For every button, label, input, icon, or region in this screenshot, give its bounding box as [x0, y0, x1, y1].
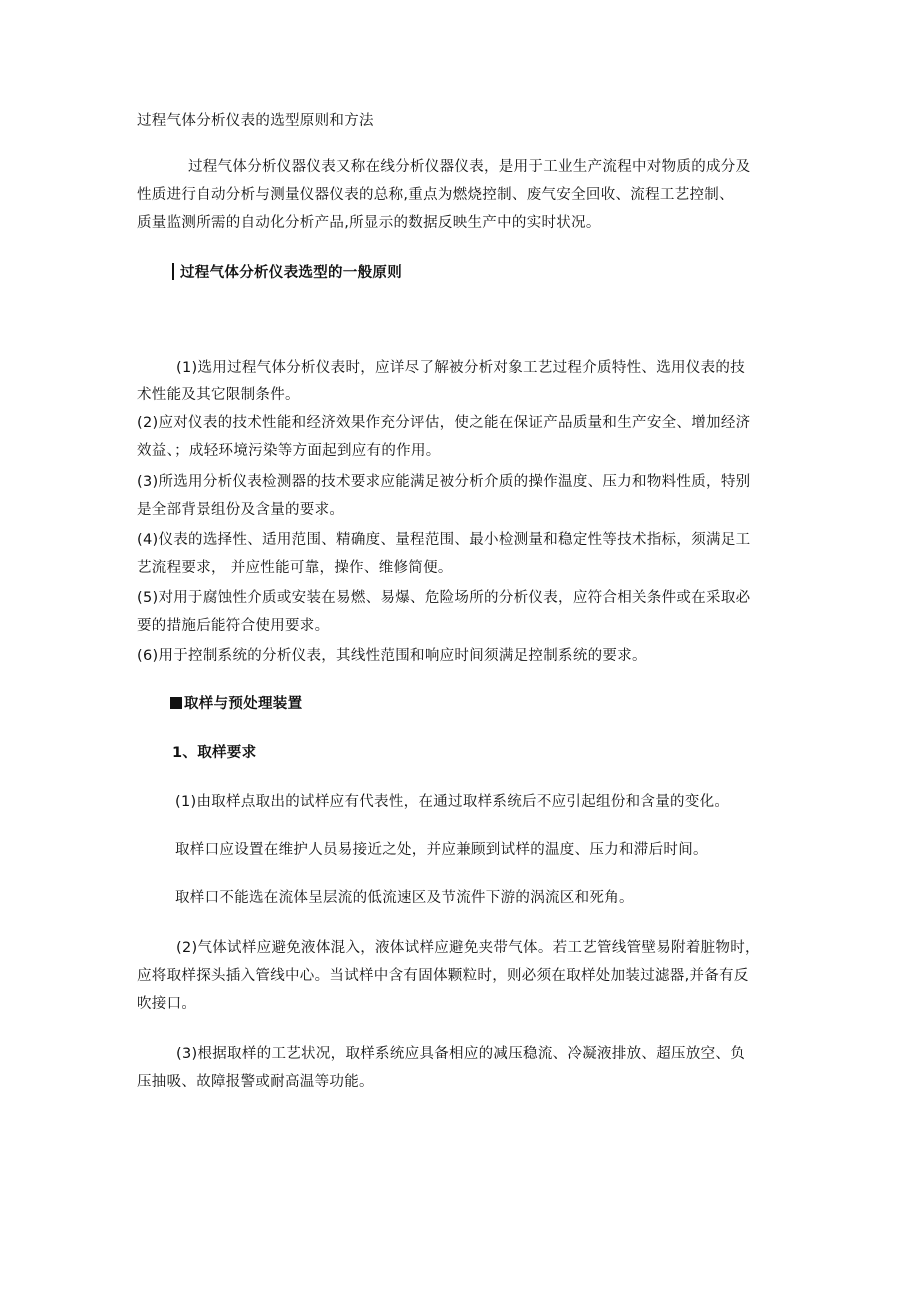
section1-heading — [172, 263, 402, 283]
requirement-2-line-1: (2)气体试样应避免液体混入，液体试样应避免夹带气体。若工艺管线管壁易附着脏物时， — [176, 940, 760, 956]
principle-line-5: (3)所选用分析仪表检测器的技术要求应能满足被分析介质的操作温度、压力和物料性质，特别 — [137, 474, 751, 490]
black-square-icon — [170, 697, 182, 709]
section2-heading-text: 取样与预处理装置 — [184, 696, 303, 712]
section2-heading — [170, 694, 302, 714]
requirement-1c: 取样口不能选在流体呈层流的低流速区及节流件下游的涡流区和死角。 — [175, 890, 634, 906]
document-title: 过程气体分析仪表的选型原则和方法 — [137, 113, 374, 129]
principle-line-3: (2)应对仪表的技术性能和经济效果作充分评估，使之能在保证产品质量和生产安全、增加经济 — [137, 415, 751, 431]
section1-heading-text: 过程气体分析仪表选型的一般原则 — [180, 265, 402, 281]
requirement-2-line-2: 应将取样探头插入管线中心。当试样中含有固体颗粒时，则必须在取样处加装过滤器,并备有反 — [137, 968, 749, 984]
subsection1-heading: 1、取样要求 — [172, 745, 257, 761]
principle-line-6: 是全部背景组份及含量的要求。 — [137, 502, 345, 518]
principle-line-8: 艺流程要求， 并应性能可靠，操作、维修简便。 — [137, 560, 453, 576]
requirement-1: (1)由取样点取出的试样应有代表性，在通过取样系统后不应引起组份和含量的变化。 — [175, 794, 730, 810]
requirement-3-line-1: (3)根据取样的工艺状况，取样系统应具备相应的减压稳流、冷凝液排放、超压放空、负 — [176, 1046, 746, 1062]
intro-line-3: 质量监测所需的自动化分析产品,所显示的数据反映生产中的实时状况。 — [137, 215, 601, 231]
requirement-2-line-3: 吹接口。 — [137, 996, 197, 1012]
requirement-3-line-2: 压抽吸、故障报警或耐高温等功能。 — [137, 1074, 374, 1090]
principle-line-1: (1)选用过程气体分析仪表时，应详尽了解被分析对象工艺过程介质特性、选用仪表的技 — [176, 360, 746, 376]
principle-line-11: (6)用于控制系统的分析仪表，其线性范围和响应时间须满足控制系统的要求。 — [137, 648, 647, 664]
principle-line-10: 要的措施后能符合使用要求。 — [137, 618, 330, 634]
intro-line-1: 过程气体分析仪器仪表又称在线分析仪器仪表，是用于工业生产流程中对物质的成分及 — [188, 159, 751, 175]
intro-line-2: 性质进行自动分析与测量仪器仪表的总称,重点为燃烧控制、废气安全回收、流程工艺控制、 — [137, 187, 734, 203]
principle-line-9: (5)对用于腐蚀性介质或安装在易燃、易爆、危险场所的分析仪表，应符合相关条件或在采取必 — [137, 590, 751, 606]
requirement-1b: 取样口应设置在维护人员易接近之处，并应兼顾到试样的温度、压力和滞后时间。 — [175, 842, 708, 858]
principle-line-2: 术性能及其它限制条件。 — [137, 387, 300, 403]
principle-line-7: (4)仪表的选择性、适用范围、精确度、量程范围、最小检测量和稳定性等技术指标，须满足工 — [137, 532, 751, 548]
heading-bar-icon — [172, 263, 174, 280]
principle-line-4: 效益、；成轻环境污染等方面起到应有的作用。 — [137, 443, 441, 459]
